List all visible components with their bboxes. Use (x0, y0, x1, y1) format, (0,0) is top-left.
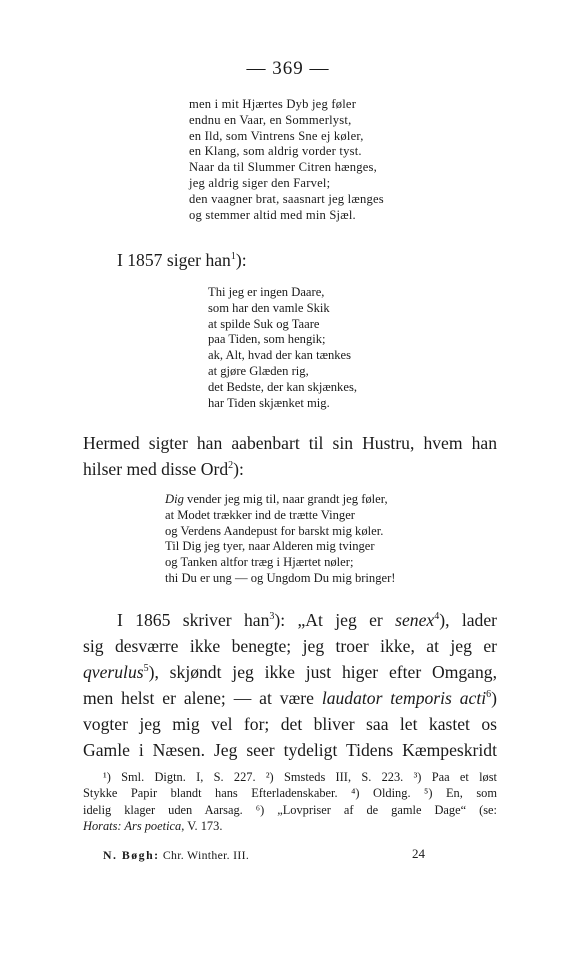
prose-text: ): „At jeg er (274, 610, 396, 630)
footnotes (83, 769, 497, 835)
footnote-line: ¹) Sml. Digtn. I, S. 227. ²) Smsteds III, S. 223. ³) Paa et løst (103, 770, 497, 784)
poem1-line: men i mit Hjærtes Dyb jeg føler (189, 97, 357, 111)
prose-text: ), skjøndt jeg ikke just higer efter Omgang, (148, 662, 497, 682)
prose-line-4 (83, 688, 497, 709)
poem3-line: thi Du er ung — og Ungdom Du mig bringer! (165, 570, 396, 585)
poem-stanza-2 (208, 285, 357, 411)
poem1-line: en Ild, som Vintrens Sne ej køler, (189, 128, 364, 143)
latin-senex: senex (395, 610, 435, 630)
footnote-ref-2: 2 (228, 460, 234, 471)
poem3-line: at Modet trækker ind de trætte Vinger (165, 507, 355, 522)
signature-title: Chr. Winther. III. (162, 848, 250, 862)
page-number: — 369 — (246, 58, 330, 79)
printer-signature (103, 848, 249, 863)
prose-text: I 1865 skriver han (117, 610, 270, 630)
footnote-ref-5: 5 (143, 663, 149, 674)
poem1-line: en Klang, som aldrig vorder tyst. (189, 144, 362, 159)
poem2-line: ak, Alt, hvad der kan tænkes (208, 348, 352, 363)
prose-text: ), lader (439, 610, 497, 630)
poem2-line: som har den vamle Skik (208, 300, 330, 315)
prose-line-1 (117, 610, 497, 631)
poem3-line: Til Dig jeg tyer, naar Alderen mig tvinger (165, 539, 375, 554)
sheet-folio: 24 (412, 846, 425, 861)
intro-1857-end: ): (235, 250, 247, 270)
poem1-line: endnu en Vaar, en Sommerlyst, (189, 112, 352, 127)
prose-line-2: sig desværre ikke benegte; jeg troer ikke, at jeg er (83, 636, 497, 656)
footnote-ref-3: 3 (269, 611, 275, 622)
poem3-line: og Verdens Aandepust for barskt mig køler. (165, 523, 384, 538)
footnote-reference-rest: , V. 173. (181, 819, 223, 834)
poem-stanza-3 (165, 492, 396, 587)
poem3-line: og Tanken altfor træg i Hjærtet nøler; (165, 555, 354, 570)
footnote-reference-title: Horats: Ars poetica (83, 819, 182, 834)
poem3-first-rest: vender jeg mig til, naar grandt jeg føler, (183, 492, 388, 506)
poem1-line: den vaagner brat, saasnart jeg længes (189, 191, 384, 206)
intro-hustru-end: ): (233, 459, 244, 479)
footnote-ref-1: 1 (230, 251, 236, 262)
poem1-line: jeg aldrig siger den Farvel; (189, 175, 331, 190)
poem2-line: paa Tiden, som hengik; (208, 332, 326, 347)
prose-text: ) (491, 688, 497, 708)
prose-line-6: Gamle i Næsen. Jeg seer tydeligt Tidens Kæmpeskridt (83, 740, 497, 760)
poem3-first-line (165, 492, 396, 508)
latin-laudator: laudator temporis acti (321, 688, 487, 708)
prose-line-3 (83, 662, 497, 683)
poem3-first-word: Dig (165, 492, 184, 506)
footnote-ref-4: 4 (434, 611, 440, 622)
footnote-line (83, 818, 497, 834)
intro-1857-text: I 1857 siger han (117, 250, 231, 270)
footnote-ref-6: 6 (486, 689, 492, 700)
poem1-line: Naar da til Slummer Citren hænges, (189, 160, 377, 175)
footnote-line: Stykke Papir blandt hans Efterladenskaber. ⁴) Olding. ⁵) En, som (83, 786, 497, 801)
poem-stanza-1 (189, 97, 384, 223)
footnote-line: idelig klager uden Aarsag. ⁶) „Lovpriser af de gamle Dage“ (se: (83, 802, 497, 817)
prose-text: men helst er alene; — at være (83, 688, 322, 708)
poem2-line: har Tiden skjænket mig. (208, 395, 330, 410)
intro-hustru-line-1: Hermed sigter han aabenbart til sin Hustru, hvem han (83, 433, 497, 453)
poem2-line: at spilde Suk og Taare (208, 316, 320, 331)
prose-line-5: vogter jeg mig vel for; det bliver saa let kastet os (83, 714, 497, 734)
poem1-line: og stemmer altid med min Sjæl. (189, 207, 356, 222)
poem2-line: at gjøre Glæden rig, (208, 363, 309, 378)
signature-author: N. Bøgh: (103, 848, 160, 862)
intro-1857 (117, 250, 531, 271)
poem2-line: Thi jeg er ingen Daare, (208, 285, 325, 299)
latin-querulus: qverulus (83, 662, 144, 682)
intro-hustru-line-2 (83, 459, 497, 480)
poem2-line: det Bedste, der kan skjænkes, (208, 379, 357, 394)
intro-hustru-text: hilser med disse Ord (83, 459, 229, 479)
